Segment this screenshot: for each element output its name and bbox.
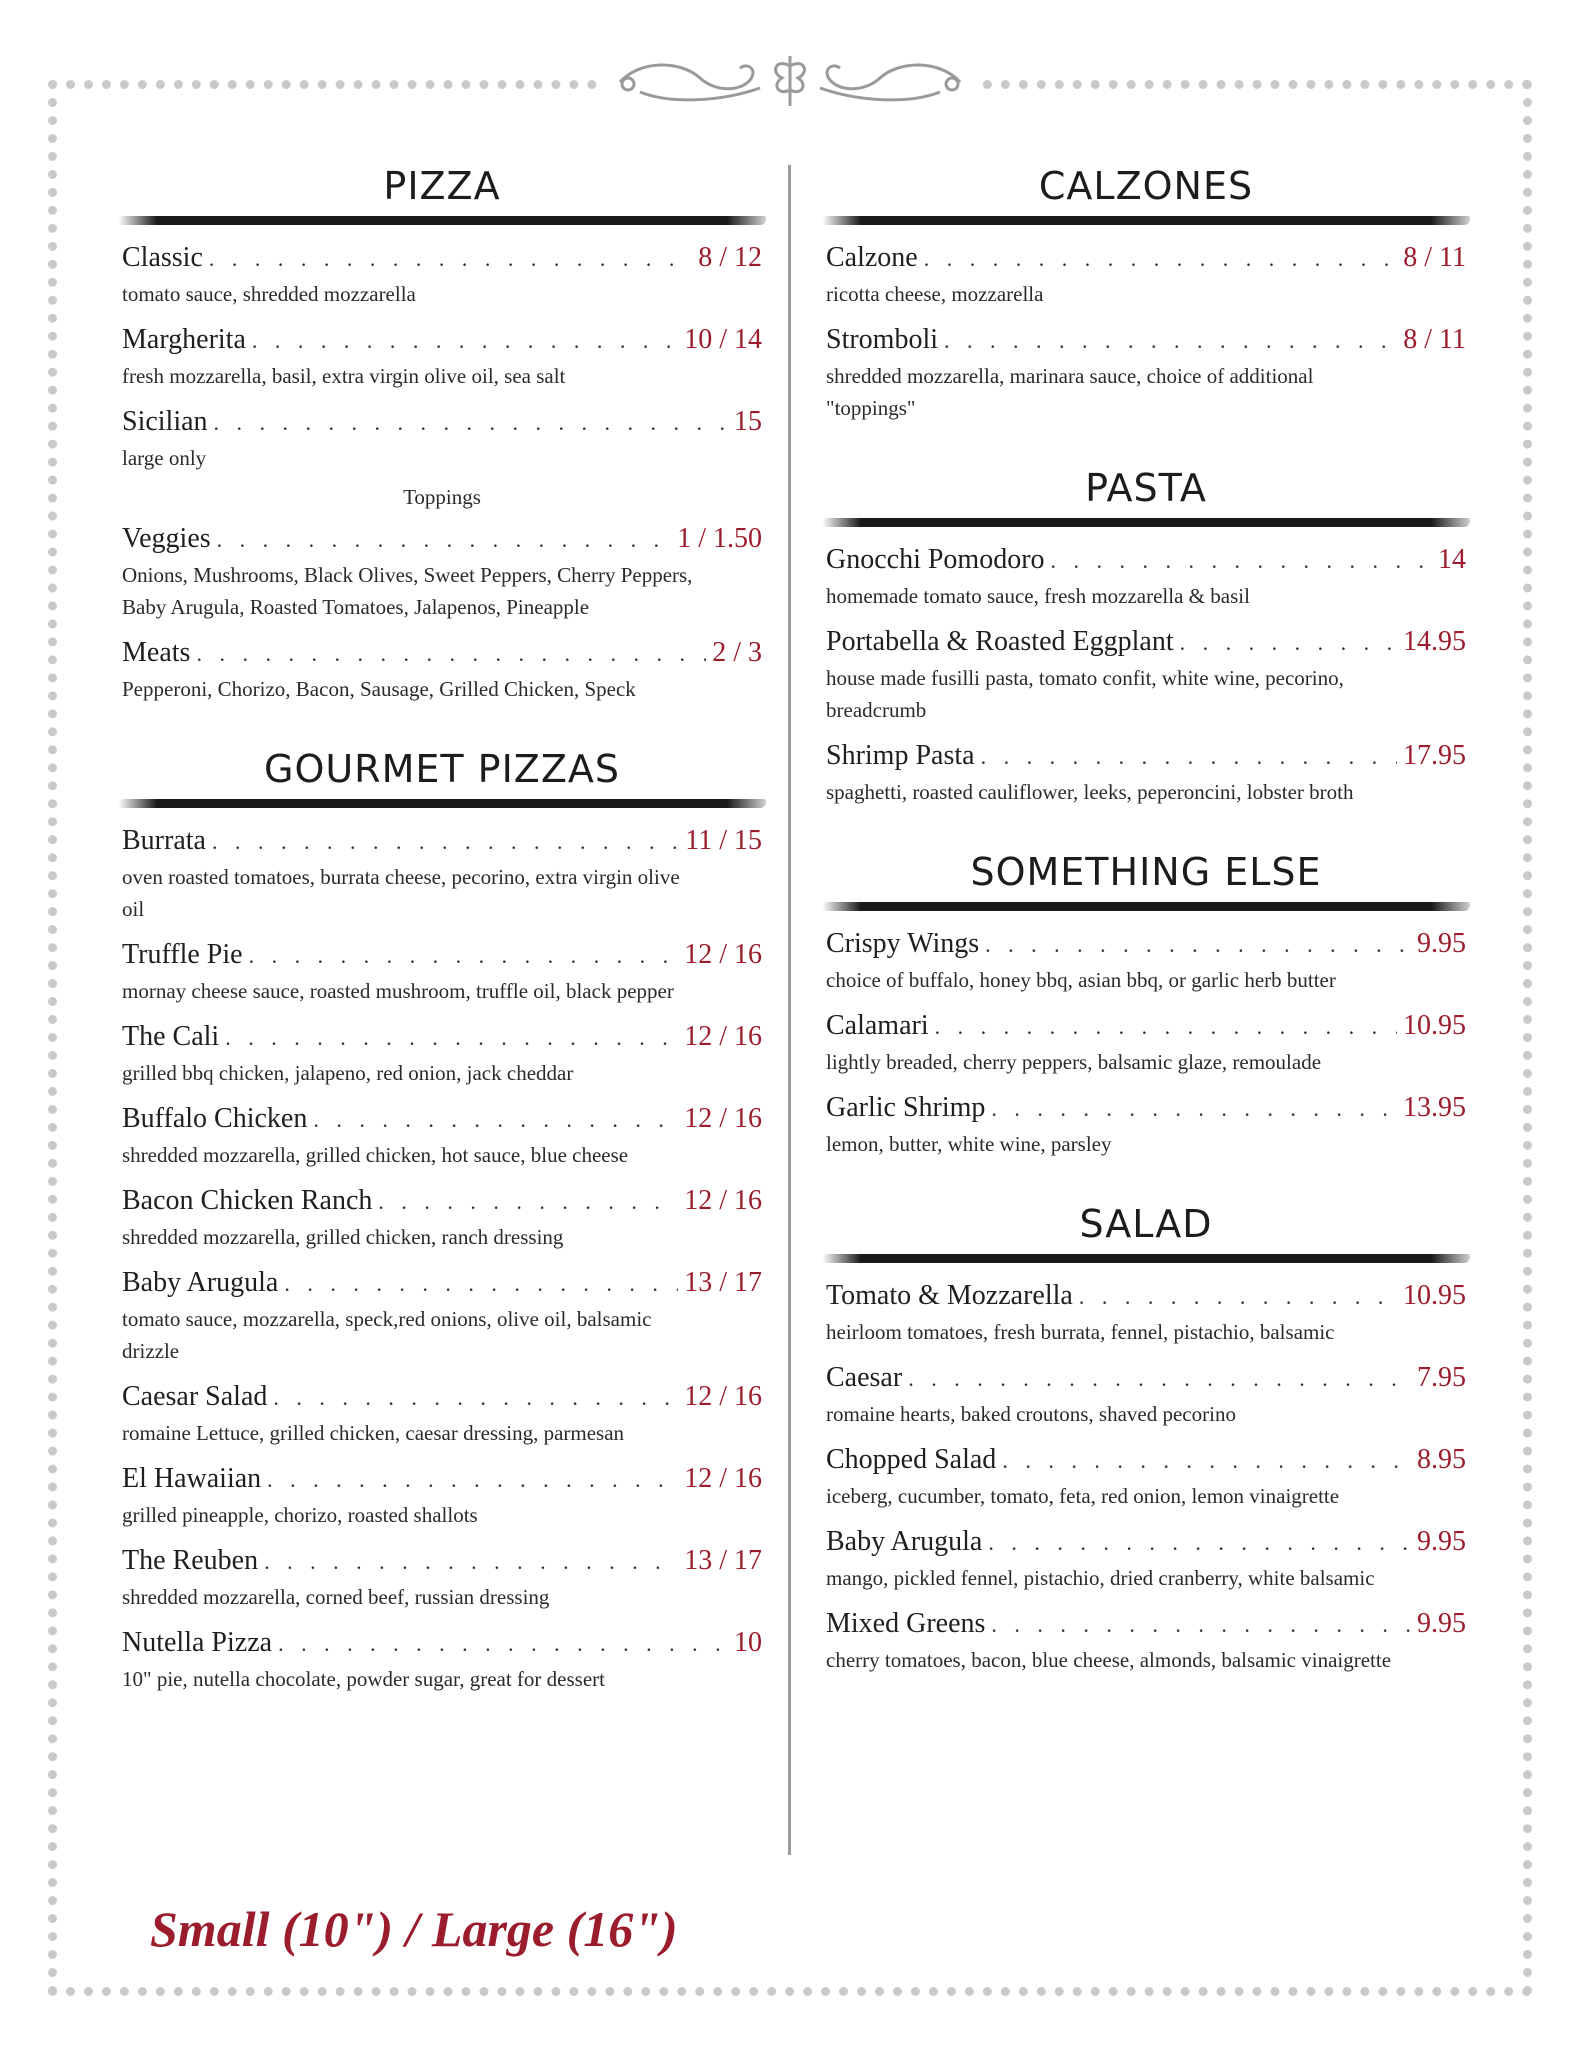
menu-item-price: 17.95 <box>1403 740 1466 771</box>
menu-item-description: ricotta cheese, mozzarella <box>826 282 1044 306</box>
menu-item-description: iceberg, cucumber, tomato, feta, red onion, lemon vinaigrette <box>826 1484 1340 1508</box>
menu-item-price: 9.95 <box>1417 928 1466 959</box>
menu-item <box>122 936 762 1007</box>
menu-item-line <box>122 520 762 559</box>
menu-item-description: shredded mozzarella, marinara sauce, choice of additional "toppings" <box>826 364 1314 420</box>
menu-item-line <box>826 321 1466 360</box>
dot-leader <box>981 738 1397 776</box>
menu-item-name: Buffalo Chicken <box>122 1103 308 1134</box>
menu-item-line <box>826 541 1466 580</box>
right-column <box>826 162 1466 1716</box>
menu-item <box>122 1460 762 1531</box>
menu-item-line <box>122 1100 762 1139</box>
dot-leader <box>988 1524 1411 1562</box>
menu-item <box>826 1277 1466 1348</box>
dot-leader <box>1002 1442 1411 1480</box>
menu-item-price: 10.95 <box>1403 1010 1466 1041</box>
menu-item <box>122 1182 762 1253</box>
menu-item-description: large only <box>122 446 207 470</box>
menu-item-line <box>826 1277 1466 1316</box>
brush-stroke-divider <box>822 518 1470 527</box>
menu-item <box>826 1089 1466 1160</box>
brush-stroke-divider <box>822 216 1470 225</box>
menu-item <box>122 321 762 392</box>
menu-item-line <box>826 737 1466 776</box>
left-column <box>122 162 762 1735</box>
menu-item-line <box>122 403 762 442</box>
menu-item-name: Shrimp Pasta <box>826 740 975 771</box>
menu-item-price: 13.95 <box>1403 1092 1466 1123</box>
brush-stroke-divider <box>118 216 766 225</box>
menu-item-price: 12 / 16 <box>684 939 762 970</box>
section-title: SOMETHING ELSE <box>970 850 1322 894</box>
menu-item-description: spaghetti, roasted cauliflower, leeks, peperoncini, lobster broth <box>826 780 1354 804</box>
menu-item <box>826 1605 1466 1676</box>
menu-item-name: Calamari <box>826 1010 929 1041</box>
menu-item-description: mango, pickled fennel, pistachio, dried cranberry, white balsamic <box>826 1566 1375 1590</box>
menu-item-description: choice of buffalo, honey bbq, asian bbq, or garlic herb butter <box>826 968 1336 992</box>
menu-item-name: Chopped Salad <box>826 1444 997 1475</box>
menu-section <box>826 1200 1466 1676</box>
menu-item <box>826 541 1466 612</box>
menu-item-name: Caesar Salad <box>122 1381 268 1412</box>
menu-item-line <box>122 321 762 360</box>
menu-item <box>122 1100 762 1171</box>
menu-item-price: 12 / 16 <box>684 1463 762 1494</box>
section-title: GOURMET PIZZAS <box>264 747 620 791</box>
menu-item <box>826 737 1466 808</box>
menu-item-price: 8 / 12 <box>698 242 762 273</box>
menu-item-name: Gnocchi Pomodoro <box>826 544 1045 575</box>
dot-leader <box>985 926 1411 964</box>
menu-item-price: 12 / 16 <box>684 1103 762 1134</box>
menu-item-line <box>826 1089 1466 1128</box>
column-divider <box>788 165 791 1855</box>
menu-item <box>122 1624 762 1695</box>
brush-stroke-divider <box>822 1254 1470 1263</box>
menu-item-price: 13 / 17 <box>684 1545 762 1576</box>
menu-item-name: Mixed Greens <box>826 1608 986 1639</box>
menu-item-name: Tomato & Mozzarella <box>826 1280 1073 1311</box>
menu-item-price: 8 / 11 <box>1403 242 1466 273</box>
menu-item-name: Stromboli <box>826 324 939 355</box>
menu-item-name: Garlic Shrimp <box>826 1092 986 1123</box>
menu-item-price: 13 / 17 <box>684 1267 762 1298</box>
scroll-flourish-icon <box>600 48 980 114</box>
menu-item-description: lightly breaded, cherry peppers, balsamic glaze, remoulade <box>826 1050 1322 1074</box>
menu-item <box>122 1018 762 1089</box>
menu-item-price: 12 / 16 <box>684 1381 762 1412</box>
menu-item <box>122 239 762 310</box>
menu-item-price: 15 <box>734 406 762 437</box>
menu-item-price: 9.95 <box>1417 1608 1466 1639</box>
section-title: PASTA <box>1085 466 1207 510</box>
dot-leader <box>991 1090 1397 1128</box>
dot-leader <box>1051 542 1432 580</box>
menu-item-description: romaine hearts, baked croutons, shaved pecorino <box>826 1402 1236 1426</box>
menu-item-name: Burrata <box>122 825 206 856</box>
dot-leader <box>209 240 692 278</box>
dot-leader <box>273 1379 678 1417</box>
menu-item-line <box>826 1007 1466 1046</box>
menu-item-line <box>826 925 1466 964</box>
menu-item <box>122 634 762 705</box>
dot-leader <box>249 937 679 975</box>
dot-leader <box>908 1360 1411 1398</box>
menu-item-description: mornay cheese sauce, roasted mushroom, truffle oil, black pepper <box>122 979 674 1003</box>
menu-item-price: 1 / 1.50 <box>677 523 762 554</box>
menu-item-name: Classic <box>122 242 203 273</box>
menu-item-price: 10 / 14 <box>684 324 762 355</box>
menu-item-line <box>122 1018 762 1057</box>
menu-item <box>826 321 1466 424</box>
menu-item-line <box>122 1378 762 1417</box>
menu-item-name: Baby Arugula <box>826 1526 983 1557</box>
menu-item-name: Meats <box>122 637 191 668</box>
brush-stroke-divider <box>822 902 1470 911</box>
menu-item-line <box>122 822 762 861</box>
menu-item-price: 14 <box>1438 544 1466 575</box>
dot-leader <box>313 1101 678 1139</box>
menu-item-line <box>122 239 762 278</box>
brush-stroke-divider <box>118 799 766 808</box>
dot-leader <box>378 1183 678 1221</box>
menu-item <box>826 623 1466 726</box>
menu-item <box>122 822 762 925</box>
menu-item-price: 9.95 <box>1417 1526 1466 1557</box>
dot-leader <box>935 1008 1397 1046</box>
dot-leader <box>991 1606 1411 1644</box>
menu-item-price: 12 / 16 <box>684 1185 762 1216</box>
menu-section <box>826 162 1466 424</box>
menu-item-line <box>826 623 1466 662</box>
menu-item-description: oven roasted tomatoes, burrata cheese, pecorino, extra virgin olive oil <box>122 865 680 921</box>
dot-leader <box>1180 624 1397 662</box>
dot-leader <box>214 404 728 442</box>
dot-leader <box>1079 1278 1397 1316</box>
size-note: Small (10") / Large (16") <box>150 1901 678 1957</box>
menu-item-price: 10 <box>734 1627 762 1658</box>
dot-leader <box>267 1461 678 1499</box>
menu-item <box>122 403 762 474</box>
menu-item-name: Margherita <box>122 324 246 355</box>
menu-item-line <box>122 936 762 975</box>
menu-item-line <box>826 239 1466 278</box>
menu-section <box>122 745 762 1695</box>
menu-item-name: Nutella Pizza <box>122 1627 273 1658</box>
menu-item <box>826 1441 1466 1512</box>
menu-item <box>122 1264 762 1367</box>
menu-item-price: 8 / 11 <box>1403 324 1466 355</box>
menu-item-price: 12 / 16 <box>684 1021 762 1052</box>
menu-item-description: heirloom tomatoes, fresh burrata, fennel, pistachio, balsamic <box>826 1320 1335 1344</box>
menu-item-price: 14.95 <box>1403 626 1466 657</box>
menu-item-price: 11 / 15 <box>685 825 762 856</box>
menu-item-description: grilled pineapple, chorizo, roasted shallots <box>122 1503 478 1527</box>
section-title: SALAD <box>1079 1202 1213 1246</box>
menu-item-line <box>826 1605 1466 1644</box>
menu-item-description: shredded mozzarella, grilled chicken, hot sauce, blue cheese <box>122 1143 629 1167</box>
dot-leader <box>196 635 706 673</box>
menu-item-price: 2 / 3 <box>712 637 762 668</box>
menu-item-name: Truffle Pie <box>122 939 243 970</box>
dot-leader <box>278 1625 728 1663</box>
dot-leader <box>924 240 1398 278</box>
dot-leader <box>264 1543 678 1581</box>
menu-item <box>826 1007 1466 1078</box>
menu-item-price: 10.95 <box>1403 1280 1466 1311</box>
menu-item-line <box>826 1523 1466 1562</box>
menu-item <box>826 239 1466 310</box>
menu-item-description: shredded mozzarella, grilled chicken, ranch dressing <box>122 1225 564 1249</box>
menu-item-name: El Hawaiian <box>122 1463 262 1494</box>
menu-item-description: homemade tomato sauce, fresh mozzarella & basil <box>826 584 1250 608</box>
menu-item-price: 7.95 <box>1417 1362 1466 1393</box>
dot-leader <box>284 1265 678 1303</box>
menu-item-description: shredded mozzarella, corned beef, russian dressing <box>122 1585 550 1609</box>
dot-leader <box>212 823 679 861</box>
section-title: PIZZA <box>383 164 501 208</box>
menu-item-description: romaine Lettuce, grilled chicken, caesar dressing, parmesan <box>122 1421 625 1445</box>
menu-item-description: Pepperoni, Chorizo, Bacon, Sausage, Grilled Chicken, Speck <box>122 677 636 701</box>
menu-section <box>826 464 1466 808</box>
toppings-subheading: Toppings <box>403 485 481 509</box>
menu-section <box>826 848 1466 1160</box>
dot-leader <box>225 1019 678 1057</box>
menu-item-description: grilled bbq chicken, jalapeno, red onion, jack cheddar <box>122 1061 574 1085</box>
menu-item <box>826 1523 1466 1594</box>
menu-item-line <box>122 1542 762 1581</box>
menu-item-price: 8.95 <box>1417 1444 1466 1475</box>
menu-item-line <box>122 634 762 673</box>
menu-item-name: Sicilian <box>122 406 208 437</box>
menu-item-description: cherry tomatoes, bacon, blue cheese, almonds, balsamic vinaigrette <box>826 1648 1392 1672</box>
menu-item-name: Veggies <box>122 523 211 554</box>
menu-item-description: house made fusilli pasta, tomato confit, white wine, pecorino, breadcrumb <box>826 666 1344 722</box>
menu-item-name: Caesar <box>826 1362 903 1393</box>
menu-item-name: Portabella & Roasted Eggplant <box>826 626 1174 657</box>
menu-item-line <box>826 1441 1466 1480</box>
menu-item-line <box>122 1182 762 1221</box>
menu-item-description: tomato sauce, shredded mozzarella <box>122 282 416 306</box>
menu-item-name: The Reuben <box>122 1545 259 1576</box>
menu-item-name: The Cali <box>122 1021 220 1052</box>
section-title: CALZONES <box>1038 164 1254 208</box>
menu-item-description: lemon, butter, white wine, parsley <box>826 1132 1112 1156</box>
menu-item-description: 10" pie, nutella chocolate, powder sugar, great for dessert <box>122 1667 605 1691</box>
menu-item-line <box>122 1624 762 1663</box>
menu-item <box>826 1359 1466 1430</box>
menu-item-description: tomato sauce, mozzarella, speck,red onions, olive oil, balsamic drizzle <box>122 1307 652 1363</box>
menu-item-line <box>122 1264 762 1303</box>
menu-item <box>122 1378 762 1449</box>
menu-item-name: Bacon Chicken Ranch <box>122 1185 373 1216</box>
menu-section <box>122 162 762 705</box>
menu-item-description: fresh mozzarella, basil, extra virgin olive oil, sea salt <box>122 364 566 388</box>
dot-leader <box>944 322 1397 360</box>
menu-item-name: Calzone <box>826 242 918 273</box>
menu-item-line <box>826 1359 1466 1398</box>
menu-item-description: Onions, Mushrooms, Black Olives, Sweet Peppers, Cherry Peppers, Baby Arugula, Roasted Tomatoes, Jalapenos, Pineapple <box>122 563 693 619</box>
menu-item-name: Crispy Wings <box>826 928 980 959</box>
dot-leader <box>217 521 672 559</box>
dot-leader <box>252 322 678 360</box>
menu-item-line <box>122 1460 762 1499</box>
menu-item <box>122 1542 762 1613</box>
menu-item-name: Baby Arugula <box>122 1267 279 1298</box>
menu-item <box>122 520 762 623</box>
menu-item <box>826 925 1466 996</box>
